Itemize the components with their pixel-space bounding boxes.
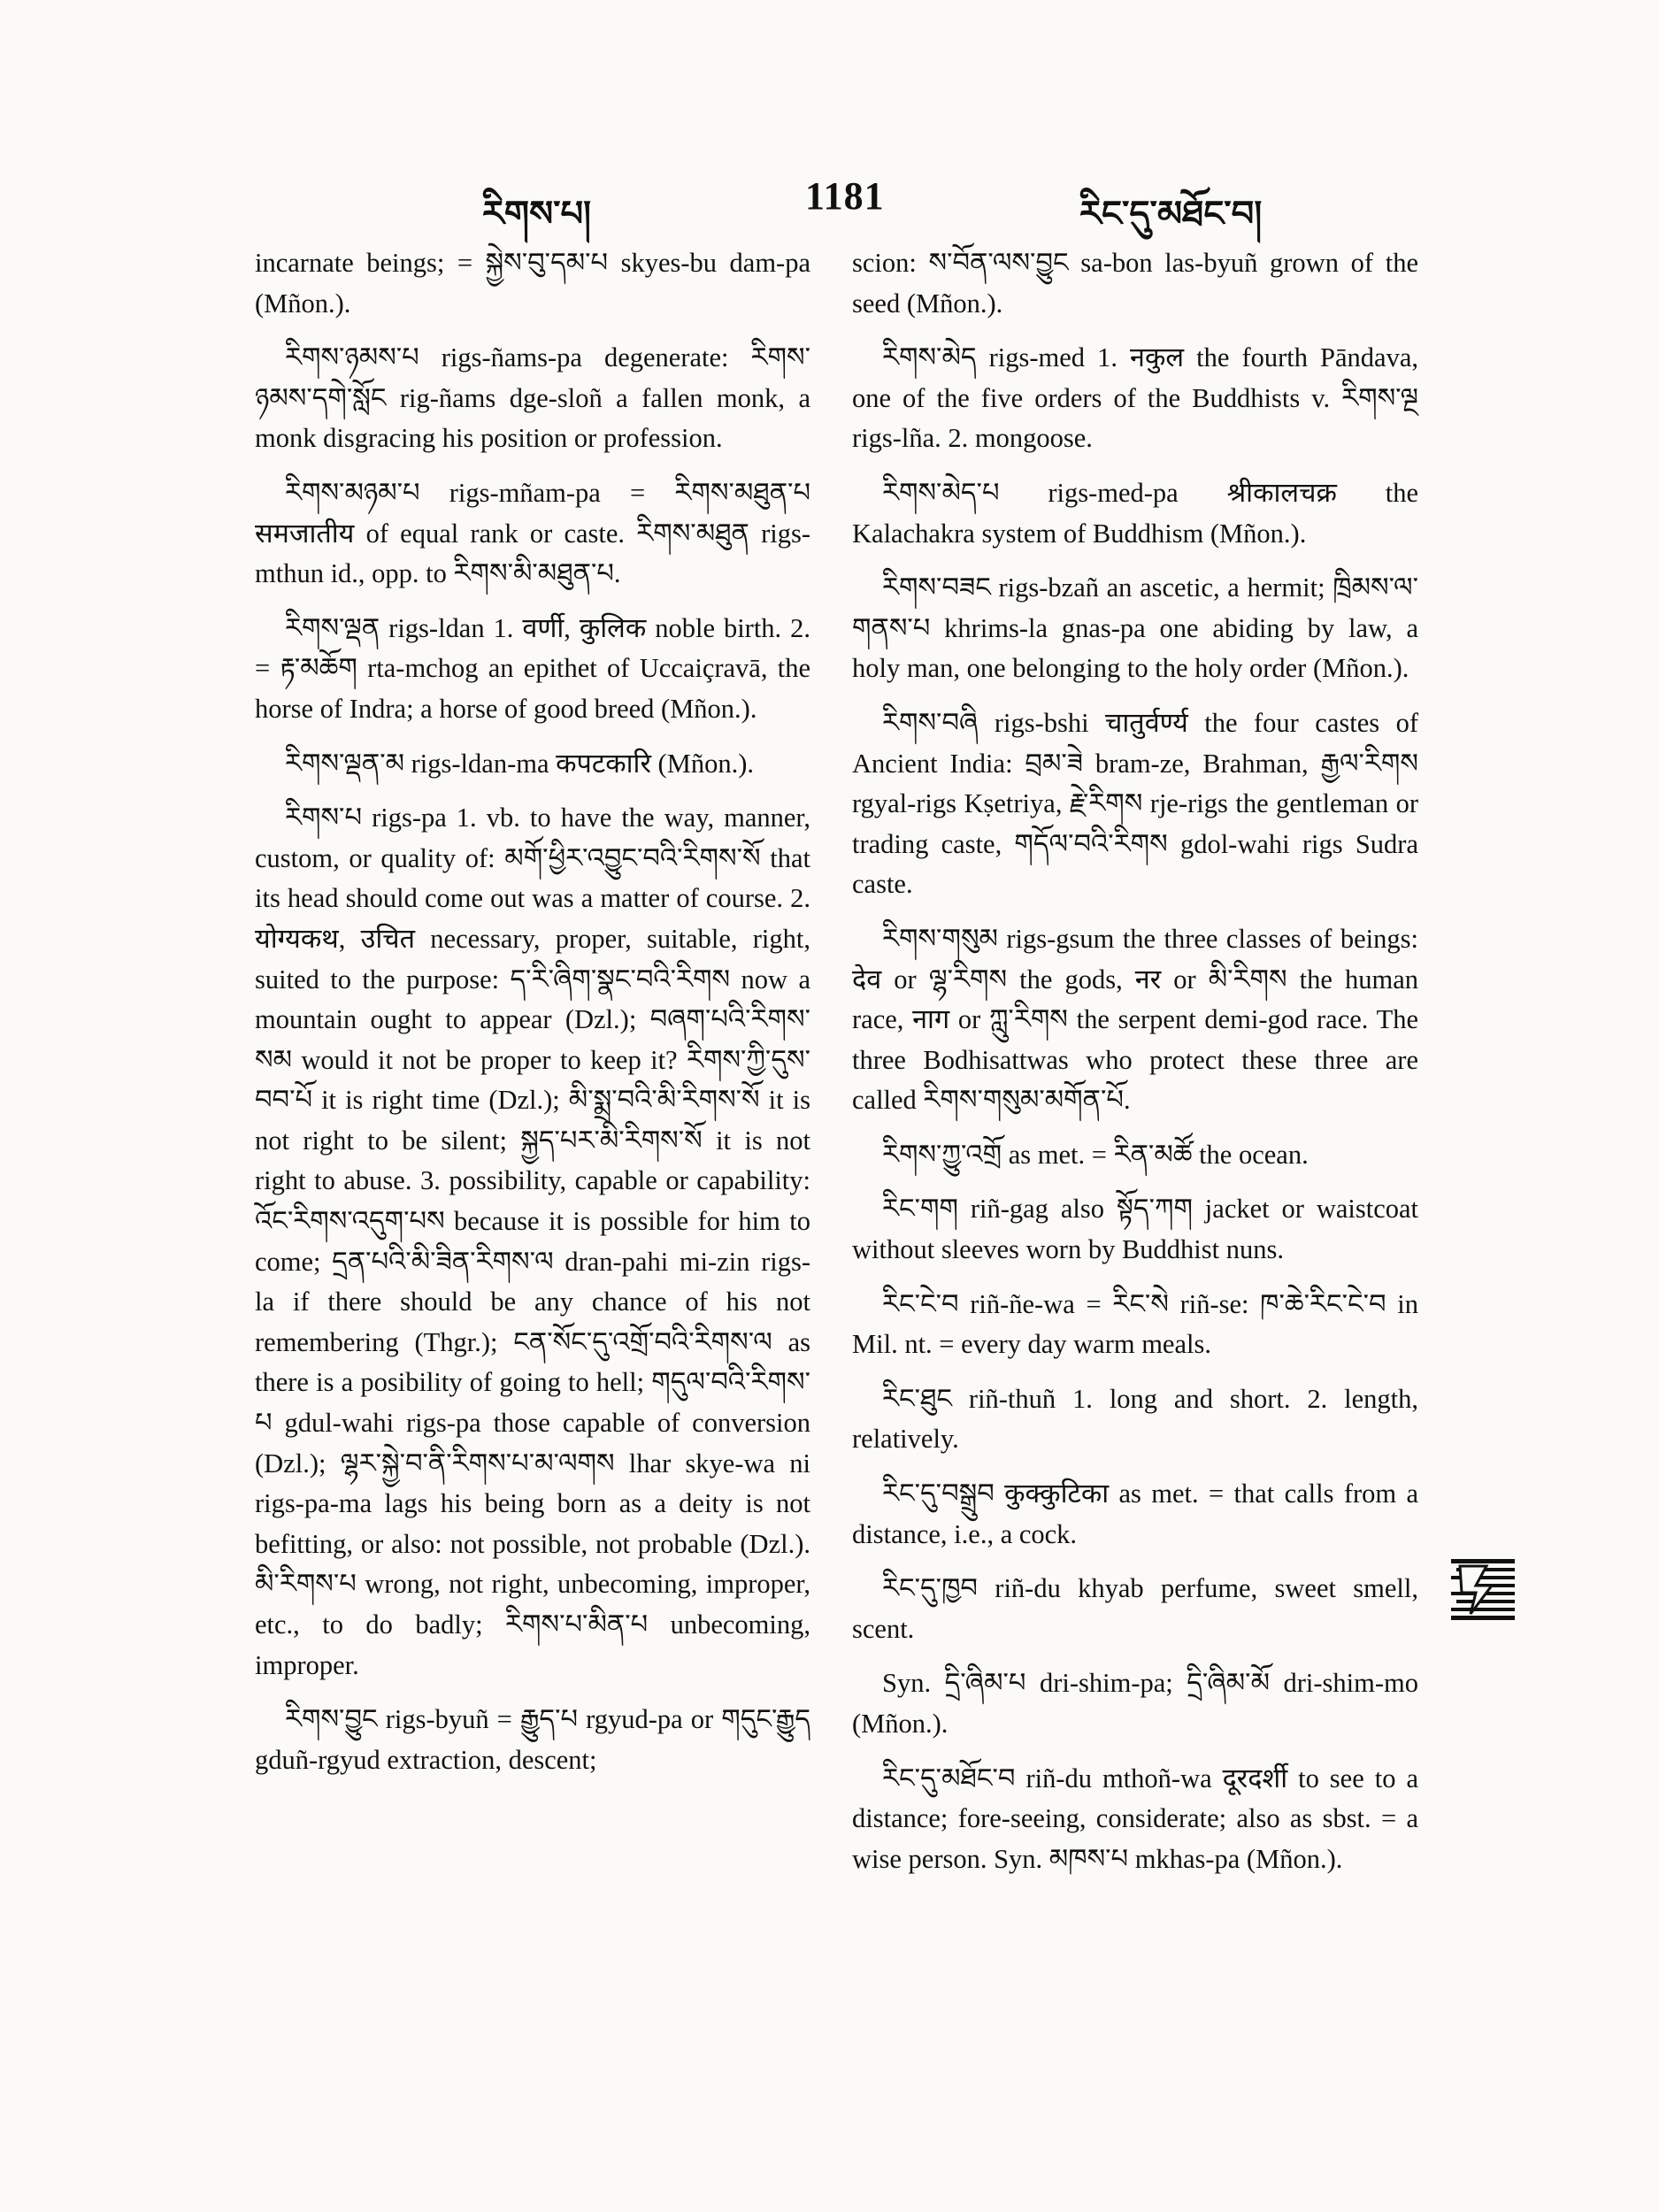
dictionary-entry: རིང་ངེ་བ riñ-ñe-wa = རིང་སེ riñ-se: ཁ་ཆེ་རིང་ངེ་བ in Mil. nt. = every day warm meals. [852,1288,1418,1360]
page-header [0,173,1659,234]
dictionary-entry: རིགས་ལྡན་མ rigs-ldan-ma कपटकारि (Mñon.). [285,748,754,779]
dictionary-entry: scion: ས་བོན་ལས་བྱུང sa-bon las-byuñ grown of the seed (Mñon.). [852,248,1418,319]
dictionary-entry: incarnate beings; = སྐྱེས་བུ་དམ་པ skyes-bu dam-pa (Mñon.). [255,248,810,319]
dictionary-entry-main: རིགས་པ rigs-pa 1. vb. to have the way, manner, custom, or quality of: མགོ་ཕྱིར་འབྱུང་བའི་རིགས་སོ that its head should come out was a matter of course. 2. योग्यकथ, उचित necessary, proper, suitable, right, suited to the purpose: ད་རི་ཞིག་སྣང་བའི་རིགས now a mountain ought to appear (Dzl.); བཞག་པའི་རིགས་སམ would it not be proper to keep it? རིགས་ཀྱི་དུས་བབ་པོ it is right time (Dzl.); མི་སྨྲ་བའི་མི་རིགས་སོ it is not right to be silent; སྐྱད་པར་མི་རིགས་སོ it is not right to abuse. 3. possibility, capable or capability: འོང་རིགས་འདུག་པས because it is possible for him to come; དྲན་པའི་མི་ཟིན་རིགས་ལ dran-pahi mi-zin rigs-la if there should be any chance of his not remembering (Thgr.); ངན་སོང་དུ་འགྲོ་བའི་རིགས་ལ as there is a posibility of going to hell; གདུལ་བའི་རིགས་པ gdul-wahi rigs-pa those capable of conversion (Dzl.); ལྷར་སྐྱེ་བ་ནི་རིགས་པ་མ་ལགས lhar skye-wa ni rigs-pa-ma lags his being born as a deity is not befitting, or also: not possible, not probable (Dzl.). མི་རིགས་པ wrong, not right, unbecoming, improper, etc., to do badly; རིགས་པ་མིན་པ unbecoming, improper. [255,803,810,1680]
dictionary-entry: རིང་དུ་ཁྱབ riñ-du khyab perfume, sweet smell, scent. [852,1573,1418,1644]
dictionary-entry: རིགས་བཟང rigs-bzañ an ascetic, a hermit; ཁྲིམས་ལ་གནས་པ khrims-la gnas-pa one abiding by law, a holy man, one belonging to the holy order (Mñon.). [852,572,1418,684]
dictionary-entry: རིང་དུ་མཐོང་བ riñ-du mthoñ-wa दूरदर्शी to see to a distance; fore-seeing, considerate; also as sbst. = a wise person. Syn. མཁས་པ mkhas-pa (Mñon.). [852,1763,1418,1874]
dictionary-entry: རིགས་བྱུང rigs-byuñ = རྒྱུད་པ rgyud-pa or གདུང་རྒྱུད gduñ-rgyud extraction, descent; [255,1704,810,1775]
dictionary-entry: རིང་དུ་བསྒྲུབ कुक्कुटिका as met. = that calls from a distance, i.e., a cock. [852,1479,1418,1549]
dictionary-entry: རིང་གག riñ-gag also སྟོད་ཀག jacket or waistcoat without sleeves worn by Buddhist nuns. [852,1194,1418,1265]
dictionary-entry: རིགས་ལྡན rigs-ldan 1. वर्णी, कुलिक noble birth. 2. = རྟ་མཆོག rta-mchog an epithet of Uccaiçravā, the horse of Indra; a horse of good breed (Mñon.). [255,612,810,724]
dictionary-entry: རིགས་ཀྱུ་འགྲོ as met. = རིན་མཚོ the ocean. [882,1139,1309,1170]
dictionary-entry: རིགས་མཉམ་པ rigs-mñam-pa = རིགས་མཐུན་པ समजातीय of equal rank or caste. རིགས་མཐུན rigs-mthun id., opp. to རིགས་མི་མཐུན་པ. [255,477,810,589]
dictionary-entry: རིགས་མེད་པ rigs-med-pa श्रीकालचक्र the Kalachakra system of Buddhism (Mñon.). [852,477,1418,549]
page-number: 1181 [805,174,885,218]
dictionary-entry: རིགས་བཞི rigs-bshi चातुर्वर्ण्य the four castes of Ancient India: བྲམ་ཟེ bram-ze, Brahman, རྒྱལ་རིགས rgyal-rigs Kṣetriya, རྗེ་རིགས rje-rigs the gentleman or trading caste, གདོལ་བའི་རིགས gdol-wahi rigs Sudra caste. [852,707,1418,900]
dictionary-entry: རིགས་ཉམས་པ rigs-ñams-pa degenerate: རིགས་ཉམས་དགེ་སློང rig-ñams dge-sloñ a fallen monk, a monk disgracing his position or profession. [255,342,810,454]
dictionary-entry: Syn. དྲི་ཞིམ་པ dri-shim-pa; དྲི་ཞིམ་མོ dri-shim-mo (Mñon.). [852,1668,1418,1739]
header-left-term: རིགས་པ། [482,194,591,234]
dictionary-entry: རིང་ཐུང riñ-thuñ 1. long and short. 2. length, relatively. [852,1383,1418,1455]
dictionary-entry: རིགས་གསུམ rigs-gsum the three classes of beings: देव or ལྷ་རིགས the gods, नर or མི་རིགས the human race, नाग or ཀླུ་རིགས the serpent demi-god race. The three Bodhisattwas who protect these three are called རིགས་གསུམ་མགོན་པོ. [852,923,1418,1116]
right-column [852,243,1418,1893]
left-column [255,243,810,1794]
section-marker-icon [1451,1559,1515,1621]
header-right-term: རིང་དུ་མཐོང་བ། [1079,194,1263,234]
dictionary-entry: རིགས་མེད rigs-med 1. नकुल the fourth Pāndava, one of the five orders of the Buddhists v. རིགས་ལྔ rigs-lña. 2. mongoose. [852,342,1418,454]
